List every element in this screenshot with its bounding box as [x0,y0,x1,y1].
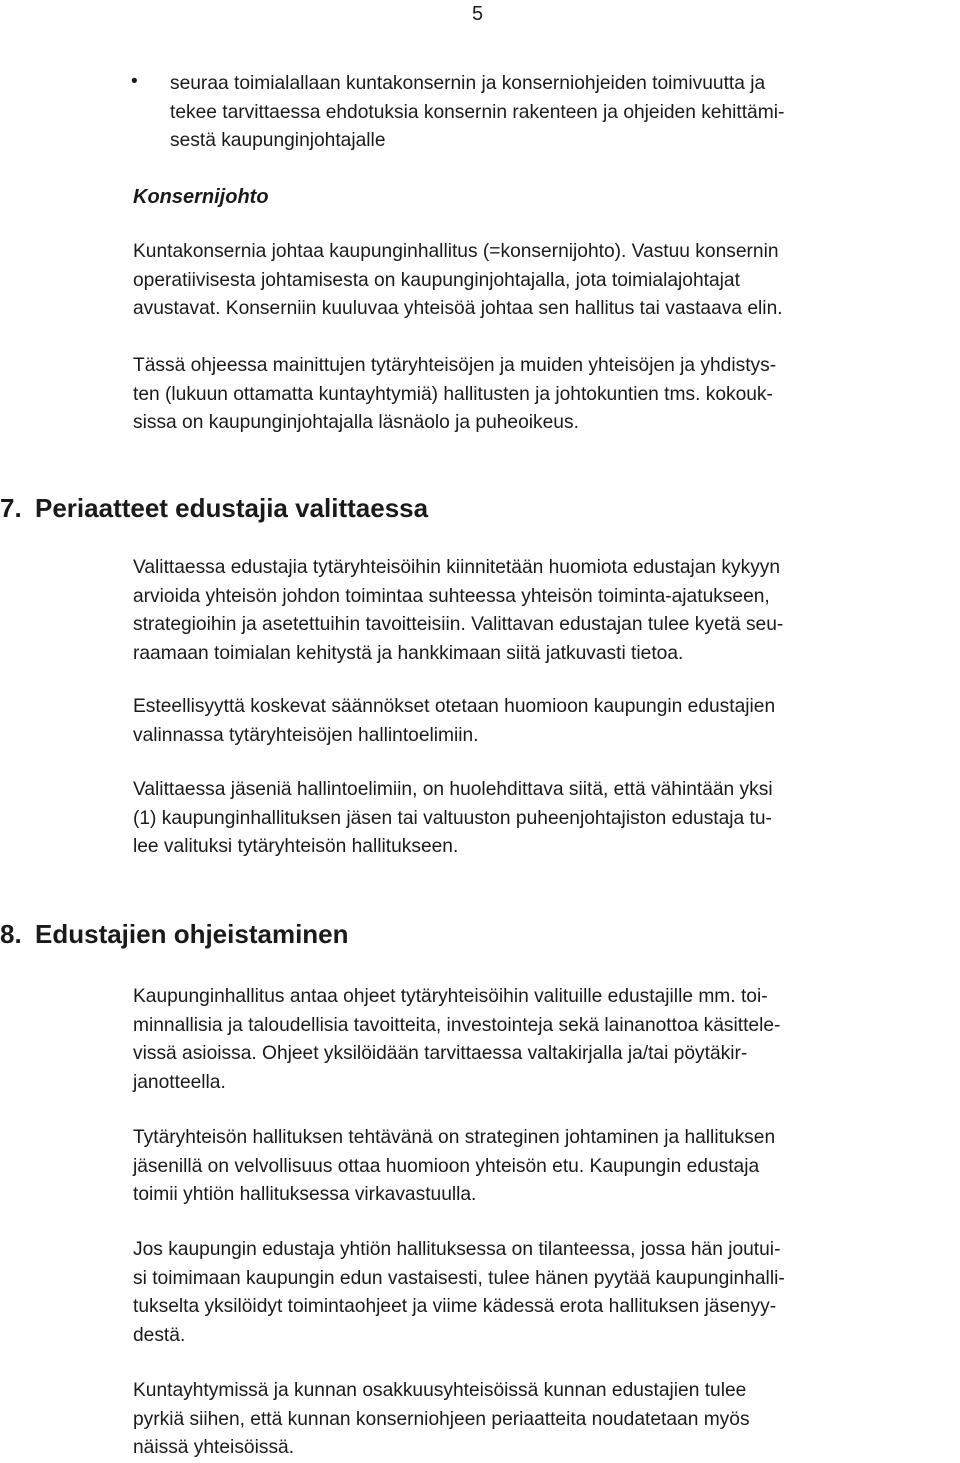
text-line: Valittaessa edustajia tytäryhteisöihin kiinnitetään huomiota edustajan kykyyn [133,557,781,578]
text-line: ten (lukuun ottamatta kuntayhtymiä) hallitusten ja johtokuntien tms. kokouk- [133,383,773,405]
bullet-line-3: sestä kaupunginjohtajalle [170,130,386,151]
text-line: operatiivisesta johtamisesta on kaupunginjohtajalla, jota toimialajohtajat [133,269,740,291]
section-7-paragraph-1 [133,554,955,668]
konsernijohto-section [133,183,955,211]
section-8-paragraph-3 [133,1236,955,1350]
text-line: jäsenillä on velvollisuus ottaa huomioon yhteisön etu. Kaupungin edustaja [133,1155,760,1177]
section-7-paragraph-2 [133,693,955,750]
bullet-symbol: • [131,71,138,92]
section-7-heading [0,492,428,524]
text-line: avustavat. Konserniin kuuluvaa yhteisöä johtaa sen hallitus tai vastaava elin. [133,298,783,319]
text-line: toimii yhtiön hallituksessa virkavastuulla. [133,1184,477,1205]
subheading-konsernijohto: Konsernijohto [133,186,269,208]
konsernijohto-paragraph-2 [133,352,955,438]
section-7-number: 7. [0,493,22,523]
section-7-title: Periaatteet edustajia valittaessa [35,493,429,523]
text-line: sissa on kaupunginjohtajalla läsnäolo ja puheoikeus. [133,412,579,433]
section-7-paragraph-3 [133,776,955,862]
section-8-number: 8. [0,919,22,949]
section-8-paragraph-2 [133,1124,955,1210]
text-line: Kaupunginhallitus antaa ohjeet tytäryhteisöihin valituille edustajille mm. toi- [133,986,768,1007]
page-number: 5 [472,3,484,25]
text-line: lee valituksi tytäryhteisön hallitukseen. [133,836,459,857]
text-line: strategioihin ja asetettuihin tavoitteisiin. Valittavan edustajan tulee kyetä seu- [133,614,784,635]
text-line: Kuntayhtymissä ja kunnan osakkuusyhteisöissä kunnan edustajien tulee [133,1380,747,1401]
text-line: (1) kaupunginhallituksen jäsen tai valtuuston puheenjohtajiston edustaja tu- [133,807,772,829]
text-line: vissä asioissa. Ohjeet yksilöidään tarvittaessa valtakirjalla ja/tai pöytäkir- [133,1043,748,1064]
text-line: minnallisia ja taloudellisia tavoitteita, investointeja sekä lainanottoa käsittele- [133,1014,781,1036]
section-8-heading [0,918,349,950]
text-line: Esteellisyyttä koskevat säännökset otetaan huomioon kaupungin edustajien [133,696,776,717]
text-line: näissä yhteisöissä. [133,1437,295,1458]
bullet-text [170,70,960,156]
text-line: Valittaessa jäseniä hallintoelimiin, on huolehdittava siitä, että vähintään yksi [133,779,773,800]
text-line: pyrkiä siihen, että kunnan konserniohjeen periaatteita noudatetaan myös [133,1408,750,1430]
text-line: valinnassa tytäryhteisöjen hallintoelimiin. [133,724,479,746]
section-8-paragraph-4 [133,1377,955,1463]
bullet-line-1: seuraa toimialallaan kuntakonsernin ja konserniohjeiden toimivuutta ja [170,73,766,94]
bullet-line-2: tekee tarvittaessa ehdotuksia konsernin rakenteen ja ohjeiden kehittämi- [170,101,785,123]
text-line: Kuntakonsernia johtaa kaupunginhallitus (=konsernijohto). Vastuu konsernin [133,241,779,262]
text-line: arvioida yhteisön johdon toimintaa suhteessa yhteisön toiminta-ajatukseen, [133,585,770,607]
konsernijohto-paragraph-1 [133,238,955,324]
text-line: Tässä ohjeessa mainittujen tytäryhteisöjen ja muiden yhteisöjen ja yhdistys- [133,355,777,376]
text-line: si toimimaan kaupungin edun vastaisesti, tulee hänen pyytää kaupunginhalli- [133,1267,785,1289]
text-line: tukselta yksilöidyt toimintaohjeet ja viime kädessä erota hallituksen jäsenyy- [133,1296,777,1317]
text-line: destä. [133,1324,186,1346]
text-line: Tytäryhteisön hallituksen tehtävänä on strateginen johtaminen ja hallituksen [133,1127,776,1148]
text-line: raamaan toimialan kehitystä ja hankkimaan siitä jatkuvasti tietoa. [133,642,684,664]
section-8-title: Edustajien ohjeistaminen [35,919,349,949]
text-line: janotteella. [133,1071,226,1093]
text-line: Jos kaupungin edustaja yhtiön hallituksessa on tilanteessa, jossa hän joutui- [133,1239,781,1260]
section-8-paragraph-1 [133,983,955,1097]
